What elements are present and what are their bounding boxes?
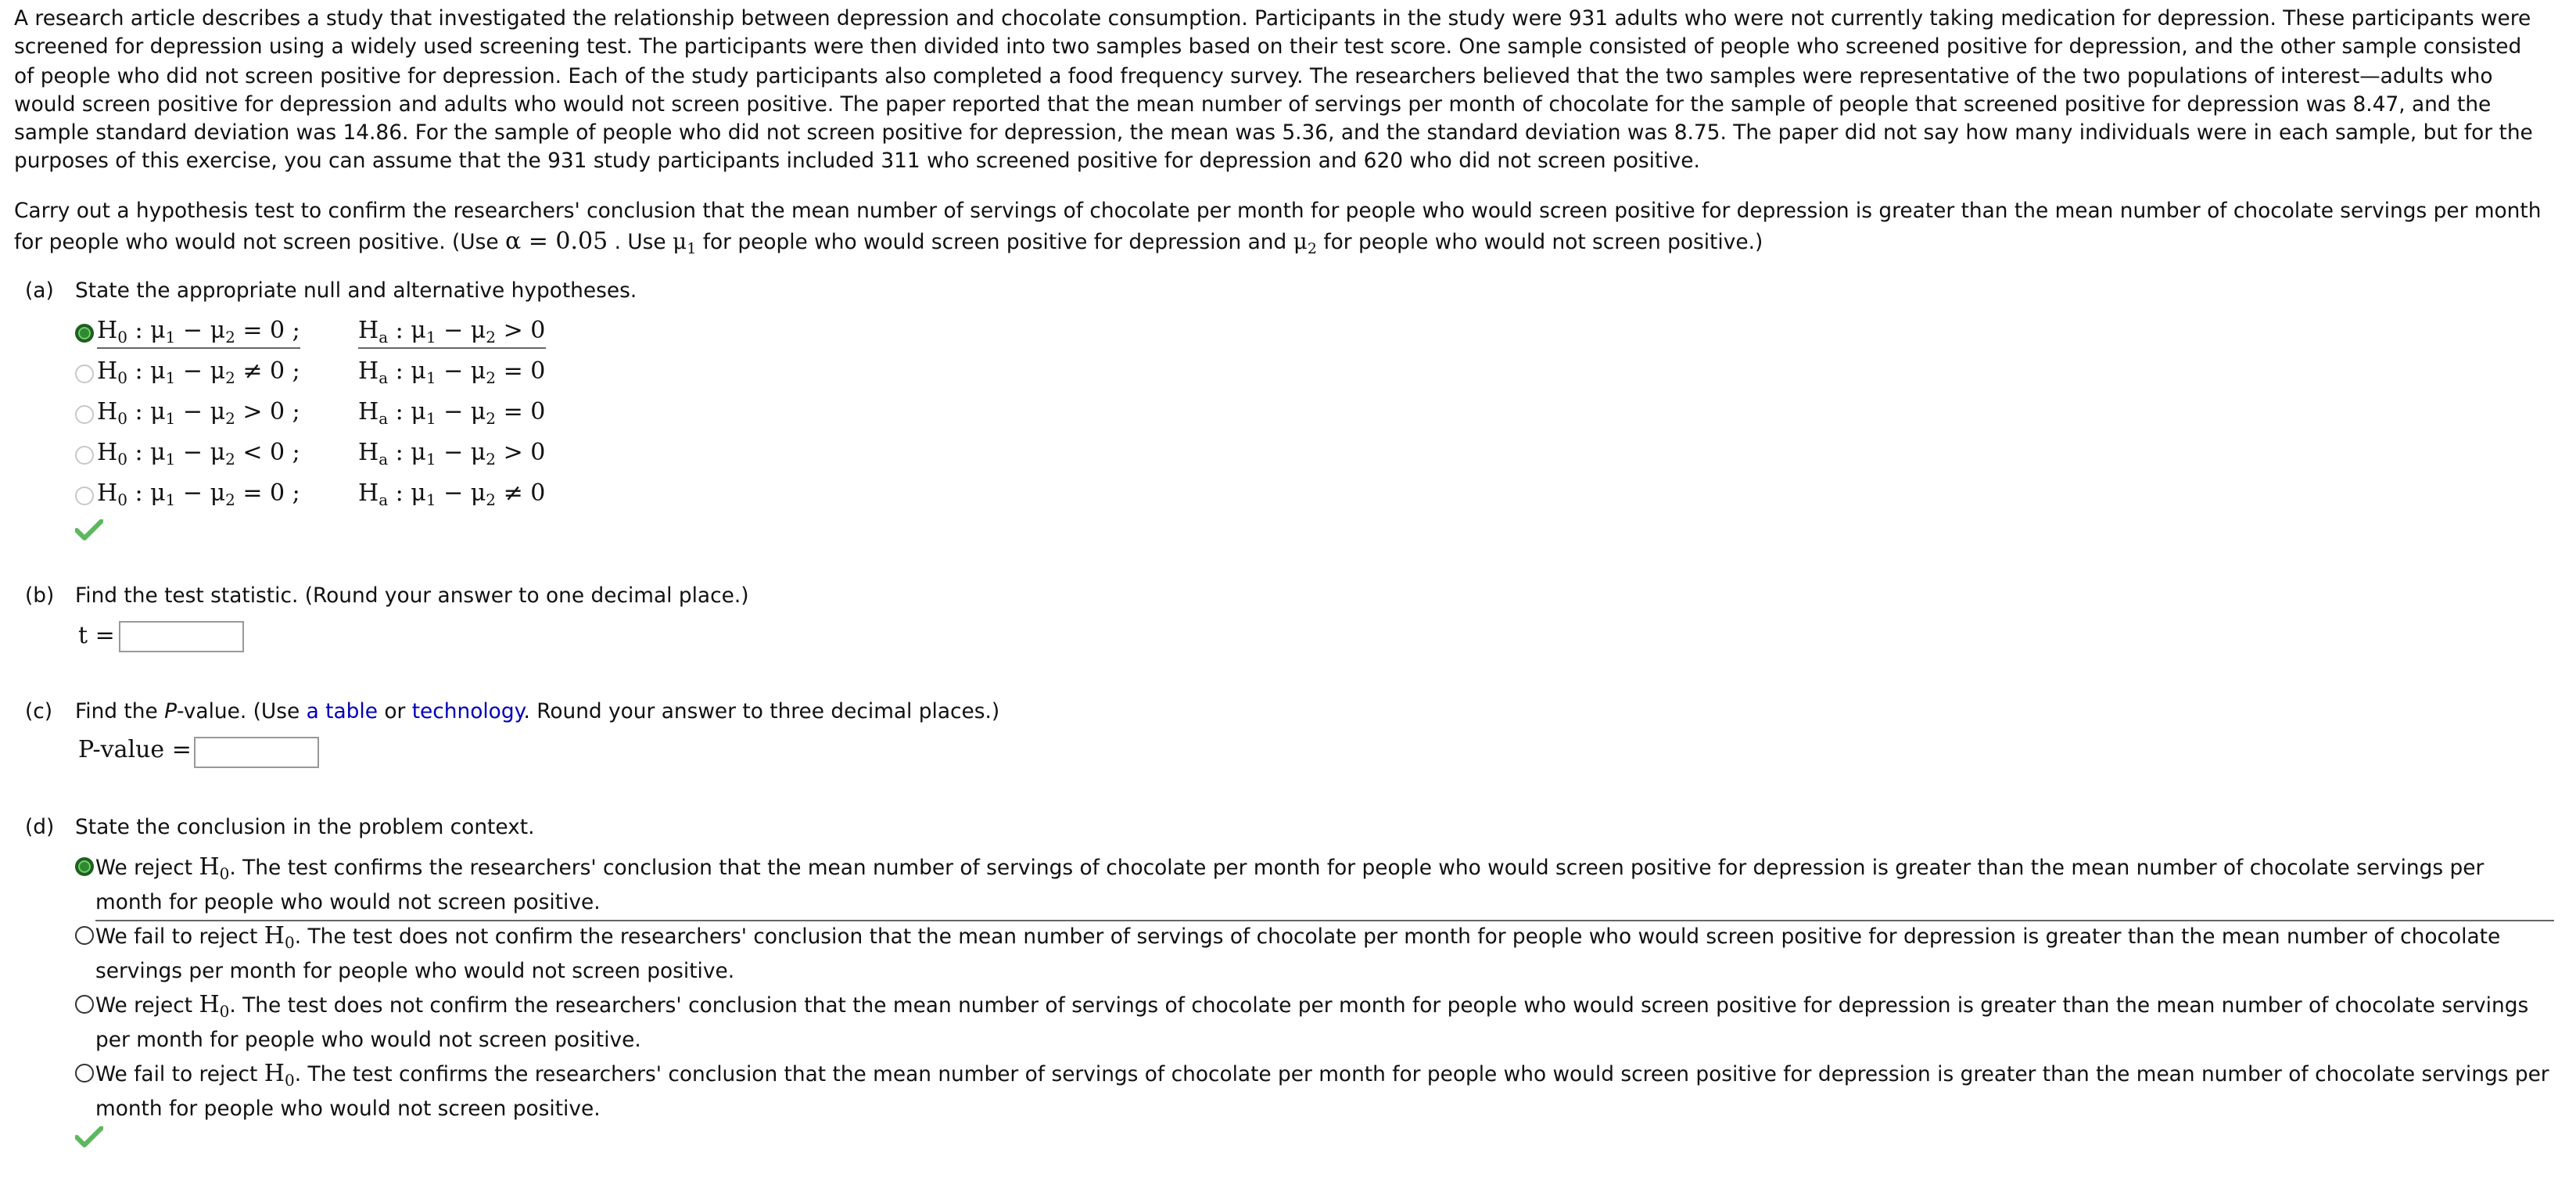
h-symbol: H <box>97 438 118 466</box>
mu-subscript: 1 <box>165 411 176 429</box>
h-subscript: 0 <box>284 935 295 953</box>
mu1-symbol: μ <box>673 230 687 256</box>
technology-link[interactable]: technology <box>411 701 524 724</box>
part-b-label: (b) <box>25 585 55 609</box>
conclusion-text <box>95 990 2554 1057</box>
p-italic: P <box>164 701 177 724</box>
hypothesis-option[interactable] <box>75 436 544 474</box>
checkmark-icon <box>75 1126 103 1148</box>
radio-button[interactable] <box>75 446 94 465</box>
prompt-text: . Round your answer to three decimal places.) <box>523 701 1000 724</box>
hyp-text: : μ <box>388 479 426 507</box>
radio-button[interactable] <box>75 926 94 945</box>
alternative-hypothesis <box>358 357 545 388</box>
h-symbol: H <box>264 1059 285 1087</box>
hyp-text: − μ <box>175 479 226 507</box>
mu-subscript: 1 <box>425 493 436 510</box>
h-symbol: H <box>97 316 118 344</box>
instruction-text: Carry out a hypothesis test to confirm the researchers' conclusion that the mean number of servings of chocolate per month for people who would screen positive for depression is greater than the mean number of chocolate servings per month for people who would not screen positive. (Use <box>14 200 2542 256</box>
part-a-prompt: State the appropriate null and alternative hypotheses. <box>75 280 637 303</box>
part-d-label: (d) <box>25 817 55 840</box>
alpha-expression: α = 0.05 <box>504 227 608 256</box>
radio-button[interactable] <box>75 1064 94 1082</box>
h-subscript: 0 <box>117 493 127 510</box>
mu-subscript: 1 <box>165 330 176 347</box>
radio-button[interactable] <box>75 364 94 383</box>
prompt-text: Find the <box>75 701 165 724</box>
hyp-text: > 0 <box>496 438 546 466</box>
radio-button[interactable] <box>75 857 94 876</box>
instruction-text: . Use <box>608 232 673 256</box>
conclusion-lead: We fail to reject <box>95 926 264 950</box>
prompt-text: or <box>377 701 412 724</box>
h-subscript: 0 <box>117 452 127 469</box>
conclusion-body: . The test does not confirm the researchers' conclusion that the mean number of servings of chocolate per month for people who would screen positive for depression is greater than the mean number of chocolate servings per month for people who would not screen positive. <box>95 926 2501 985</box>
part-c-prompt <box>75 701 999 724</box>
mu-subscript: 1 <box>425 411 436 429</box>
mu2-subscript: 2 <box>1307 241 1317 259</box>
radio-button[interactable] <box>75 405 94 424</box>
hyp-text: − μ <box>436 479 486 507</box>
mu-subscript: 2 <box>225 411 235 429</box>
conclusion-body: . The test confirms the researchers' conclusion that the mean number of servings of chocolate per month for people who would screen positive for depression is greater than the mean number of chocolate servings per month for people who would not screen positive. <box>95 857 2485 916</box>
null-hypothesis <box>97 397 300 429</box>
hypothesis-option[interactable] <box>75 396 544 433</box>
hypothesis-option[interactable] <box>75 355 544 393</box>
hypothesis-option[interactable] <box>75 314 544 352</box>
conclusion-text <box>95 921 2554 988</box>
mu2-symbol: μ <box>1293 230 1308 256</box>
h-subscript: 0 <box>117 330 127 347</box>
hyp-text: : μ <box>388 316 426 344</box>
hyp-text: − μ <box>175 316 226 344</box>
instruction-text: for people who would not screen positive.) <box>1316 232 1763 256</box>
mu-subscript: 2 <box>486 452 497 469</box>
mu-subscript: 2 <box>486 371 497 388</box>
mu-subscript: 2 <box>225 452 235 469</box>
h-subscript: 0 <box>219 867 230 884</box>
h-subscript: a <box>379 452 389 469</box>
part-d-prompt: State the conclusion in the problem context. <box>75 817 535 840</box>
hyp-text: = 0 <box>496 397 546 425</box>
mu-subscript: 2 <box>486 411 497 429</box>
hyp-text: − μ <box>436 397 486 425</box>
h-symbol: H <box>97 479 118 507</box>
h-symbol: H <box>97 357 118 385</box>
conclusion-body: . The test confirms the researchers' conclusion that the mean number of servings of chocolate per month for people who would screen positive for depression is greater than the mean number of chocolate servings per month for people who would not screen positive. <box>95 1064 2549 1122</box>
h-subscript: 0 <box>284 1073 295 1090</box>
conclusion-text <box>95 853 2554 921</box>
hyp-text: : μ <box>127 479 166 507</box>
mu-subscript: 2 <box>225 371 235 388</box>
h-subscript: a <box>379 493 389 510</box>
conclusion-lead: We fail to reject <box>95 1064 264 1087</box>
null-hypothesis <box>97 316 300 349</box>
mu-subscript: 1 <box>165 371 176 388</box>
conclusion-lead: We reject <box>95 995 199 1018</box>
part-b-prompt: Find the test statistic. (Round your answer to one decimal place.) <box>75 585 749 609</box>
hyp-text: < 0 ; <box>235 438 300 466</box>
instruction-text: for people who would screen positive for depression and <box>696 232 1293 256</box>
radio-button[interactable] <box>75 324 94 343</box>
hyp-text: : μ <box>127 397 166 425</box>
mu-subscript: 1 <box>165 493 176 510</box>
conclusion-body: . The test does not confirm the researchers' conclusion that the mean number of servings of chocolate per month for people who would screen positive for depression is greater than the mean number of chocolate servings per month for people who would not screen positive. <box>95 995 2529 1054</box>
h-symbol: H <box>358 316 379 344</box>
hyp-text: > 0 <box>496 316 546 344</box>
part-c-label: (c) <box>25 701 53 724</box>
h-symbol: H <box>264 921 285 950</box>
null-hypothesis <box>97 357 300 388</box>
conclusion-option[interactable] <box>75 921 2554 988</box>
h-subscript: a <box>379 330 389 347</box>
hyp-text: : μ <box>388 438 426 466</box>
hyp-text: ≠ 0 <box>496 479 546 507</box>
t-label: t = <box>78 621 115 649</box>
mu-subscript: 2 <box>225 493 235 510</box>
hyp-text: = 0 ; <box>235 316 300 344</box>
hyp-text: = 0 ; <box>235 479 300 507</box>
hypothesis-option[interactable] <box>75 477 544 515</box>
h-symbol: H <box>358 357 379 385</box>
prompt-text: -value. (Use <box>177 701 307 724</box>
problem-instruction <box>14 199 2556 265</box>
mu1-subscript: 1 <box>687 241 697 259</box>
alternative-hypothesis <box>358 397 545 429</box>
alternative-hypothesis <box>358 438 545 469</box>
problem-intro: A research article describes a study that investigated the relationship between depression and chocolate consumption. Participants in the study were 931 adults who were not currently taking medication for depression. These participants were screened for depression using a widely used screening test. The participants were then divided into two samples based on their test score. One sample consisted of people who screened positive for depression, and the other sample consisted of people who did not screen positive for depression. Each of the study participants also completed a food frequency survey. The researchers believed that the two samples were representative of the two populations of interest—adults who would screen positive for depression and adults who would not screen positive. The paper reported that the mean number of servings per month of chocolate for the sample of people that screened positive for depression was 8.47, and the sample standard deviation was 14.86. For the sample of people who did not screen positive for depression, the mean was 5.36, and the standard deviation was 8.75. The paper did not say how many individuals were in each sample, but for the purposes of this exercise, you can assume that the 931 study participants included 311 who screened positive for depression and 620 who did not screen positive. <box>14 8 2533 174</box>
mu-subscript: 1 <box>425 452 436 469</box>
hyp-text: − μ <box>175 397 226 425</box>
conclusion-text <box>95 1059 2554 1126</box>
alternative-hypothesis <box>358 479 545 510</box>
h-subscript: a <box>379 371 389 388</box>
t-statistic-input[interactable] <box>119 621 244 652</box>
h-subscript: a <box>379 411 389 429</box>
hyp-text: = 0 <box>496 357 546 385</box>
null-hypothesis <box>97 479 300 510</box>
p-value-input[interactable] <box>194 737 319 768</box>
null-hypothesis <box>97 438 300 469</box>
table-link[interactable]: a table <box>306 701 378 724</box>
mu-subscript: 1 <box>165 452 176 469</box>
hyp-text: − μ <box>175 438 226 466</box>
conclusion-option[interactable] <box>75 1059 2554 1126</box>
h-symbol: H <box>199 853 220 881</box>
h-symbol: H <box>97 397 118 425</box>
hyp-text: : μ <box>388 357 426 385</box>
mu-subscript: 2 <box>486 330 497 347</box>
h-symbol: H <box>358 397 379 425</box>
radio-button[interactable] <box>75 486 94 505</box>
h-symbol: H <box>199 990 220 1018</box>
part-a-label: (a) <box>25 280 54 303</box>
alternative-hypothesis <box>358 316 545 349</box>
mu-subscript: 1 <box>425 330 436 347</box>
hyp-text: > 0 ; <box>235 397 300 425</box>
p-value-label: P-value = <box>78 735 192 763</box>
hyp-text: − μ <box>436 357 486 385</box>
hyp-text: ≠ 0 ; <box>235 357 300 385</box>
hyp-text: : μ <box>127 438 166 466</box>
hyp-text: − μ <box>436 316 486 344</box>
h-symbol: H <box>358 479 379 507</box>
hyp-text: : μ <box>388 397 426 425</box>
hyp-text: − μ <box>175 357 226 385</box>
hyp-text: : μ <box>127 316 166 344</box>
hyp-text: − μ <box>436 438 486 466</box>
hyp-text: : μ <box>127 357 166 385</box>
conclusion-option[interactable] <box>75 853 2554 921</box>
mu-subscript: 2 <box>486 493 497 510</box>
h-symbol: H <box>358 438 379 466</box>
mu-subscript: 1 <box>425 371 436 388</box>
conclusion-option[interactable] <box>75 990 2554 1057</box>
radio-button[interactable] <box>75 995 94 1014</box>
conclusion-lead: We reject <box>95 857 199 881</box>
h-subscript: 0 <box>219 1004 230 1021</box>
h-subscript: 0 <box>117 371 127 388</box>
h-subscript: 0 <box>117 411 127 429</box>
checkmark-icon <box>75 519 103 541</box>
mu-subscript: 2 <box>225 330 235 347</box>
